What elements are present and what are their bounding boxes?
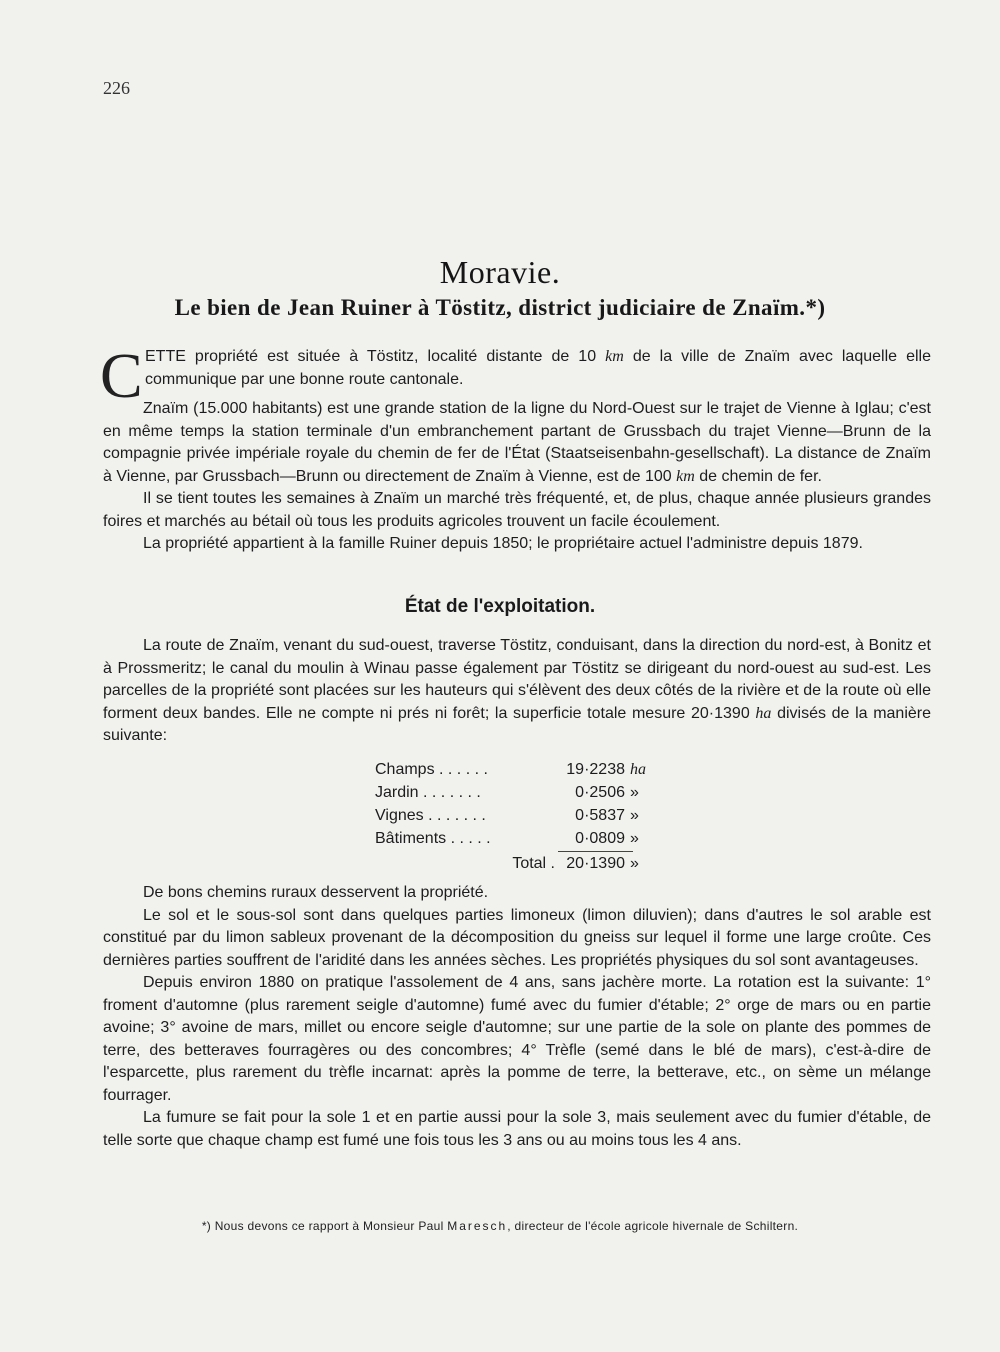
total-unit: » <box>630 854 639 872</box>
body-paragraph-4: La fumure se fait pour la sole 1 et en partie aussi pour la sole 3, mais seulement avec du fumier d'étable, de telle sorte que chaque champ est fumé une fois tous les 3 ans ou au moins tous les 4 ans. <box>103 1109 931 1149</box>
footnote <box>0 1219 1000 1233</box>
page-title: Moravie. <box>439 254 561 290</box>
unit-km: km <box>676 467 695 485</box>
row-label: Jardin . . . . . . . <box>375 783 481 801</box>
footnote-text-b: , directeur de l'école agricole hivernale de Schiltern. <box>507 1219 799 1233</box>
intro-text-a: ETTE propriété est située à Töstitz, localité distante de 10 <box>145 348 597 365</box>
intro-paragraph-1 <box>145 346 931 391</box>
footnote-author: Maresch <box>447 1219 508 1233</box>
intro-p2-text-b: de chemin de fer. <box>699 467 822 485</box>
intro-body <box>103 398 931 556</box>
unit-ha: ha <box>755 704 772 722</box>
table-total-row <box>375 850 660 875</box>
footnote-text-a: *) Nous devons ce rapport à Monsieur Paul <box>201 1219 444 1233</box>
exploitation-body <box>103 635 931 748</box>
table-row <box>375 804 660 827</box>
row-unit: » <box>630 783 639 801</box>
table-row <box>375 827 660 850</box>
unit-km: km <box>605 348 624 365</box>
intro-text-b: de la ville de Znaïm avec laquelle elle communique par une bonne route cantonale. <box>145 348 931 388</box>
row-value: 0·5837 <box>575 806 625 824</box>
exploitation-text-a: La route de Znaïm, venant du sud-ouest, traverse Töstitz, conduisant, dans la direction du nord-est, à Bonitz et à Prossmeritz; le canal du moulin à Winau passe également par Töstitz se dirigeant du nord-ouest au sud-est. Les parcelles de la propriété sont placées sur les hauteurs qui s'élèvent des deux côtés de la rivière et de la route où elle forment deux bandes. Elle ne compte ni prés ni forêt; la superficie totale mesure 20·1390 <box>103 637 931 722</box>
body-paragraph-3: Depuis environ 1880 on pratique l'assolement de 4 ans, sans jachère morte. La rotation est la suivante: 1° froment d'automne (plus rarement seigle d'automne) fumé avec du fumier d'étable; 2° orge de mars ou en partie avoine; 3° avoine de mars, millet ou encore seigle d'automne; sur une partie de la sole on plante des pommes de terre, des betteraves fourragères ou des concombres; 4° Trèfle (semé dans le blé de mars), c'est-à-dire de l'esparcette, plus rarement du trèfle incarnat: après la pomme de terre, la betterave, etc., on sème un mélange fourrager. <box>103 974 931 1104</box>
row-label: Bâtiments . . . . . <box>375 829 491 847</box>
row-label: Champs . . . . . . <box>375 760 488 778</box>
exploitation-paragraph-1 <box>103 635 931 748</box>
row-value: 0·0809 <box>575 829 625 847</box>
page-number: 226 <box>103 78 130 98</box>
table-row <box>375 758 660 781</box>
section-heading: État de l'exploitation. <box>404 596 596 617</box>
row-unit: » <box>630 806 639 824</box>
exploitation-text-b: divisés de la manière suivante: <box>103 704 932 744</box>
main-body <box>103 882 931 1152</box>
row-value: 0·2506 <box>575 783 625 801</box>
row-label: Vignes . . . . . . . <box>375 806 486 824</box>
intro-p2-text-a: Znaïm (15.000 habitants) est une grande station de la ligne du Nord-Ouest sur le trajet de Vienne à Iglau; c'est en même temps la station terminale d'un embranchement partant de Grussbach du trajet Vienne—Brunn de la compagnie privée impériale royale du chemin de fer de l'État (Staatseisenbahn-gesellschaft). La distance de Znaïm à Vienne, par Grussbach—Brunn ou directement de Znaïm à Vienne, est de 100 <box>103 400 931 485</box>
row-unit: ha <box>630 760 646 778</box>
area-table <box>375 758 660 875</box>
body-paragraph-2: Le sol et le sous-sol sont dans quelques parties limoneux (limon diluvien); dans d'autres le sol arable est constitué par du limon sableux provenant de la décomposition du gneiss sur lequel il forme une large croûte. Ces dernières parties souffrent de l'aridité dans les années sèches. Les propriétés physiques du sol sont avantageuses. <box>103 906 931 969</box>
total-value: 20·1390 <box>566 854 625 872</box>
total-rule <box>558 851 633 852</box>
body-paragraph-1: De bons chemins ruraux desservent la propriété. <box>143 884 489 901</box>
intro-paragraph-2 <box>103 398 931 488</box>
drop-cap: C <box>100 340 143 411</box>
page-subtitle: Le bien de Jean Ruiner à Töstitz, district judiciaire de Znaïm.*) <box>174 295 826 320</box>
table-row <box>375 781 660 804</box>
total-label: Total . <box>512 854 555 872</box>
row-value: 19·2238 <box>566 760 625 778</box>
intro-paragraph-3: Il se tient toutes les semaines à Znaïm un marché très fréquenté, et, de plus, chaque année plusieurs grandes foires et marchés au bétail où tous les produits agricoles trouvent un facile écoulement. <box>103 490 931 530</box>
intro-paragraph-4: La propriété appartient à la famille Ruiner depuis 1850; le propriétaire actuel l'administre depuis 1879. <box>143 535 863 552</box>
row-unit: » <box>630 829 639 847</box>
